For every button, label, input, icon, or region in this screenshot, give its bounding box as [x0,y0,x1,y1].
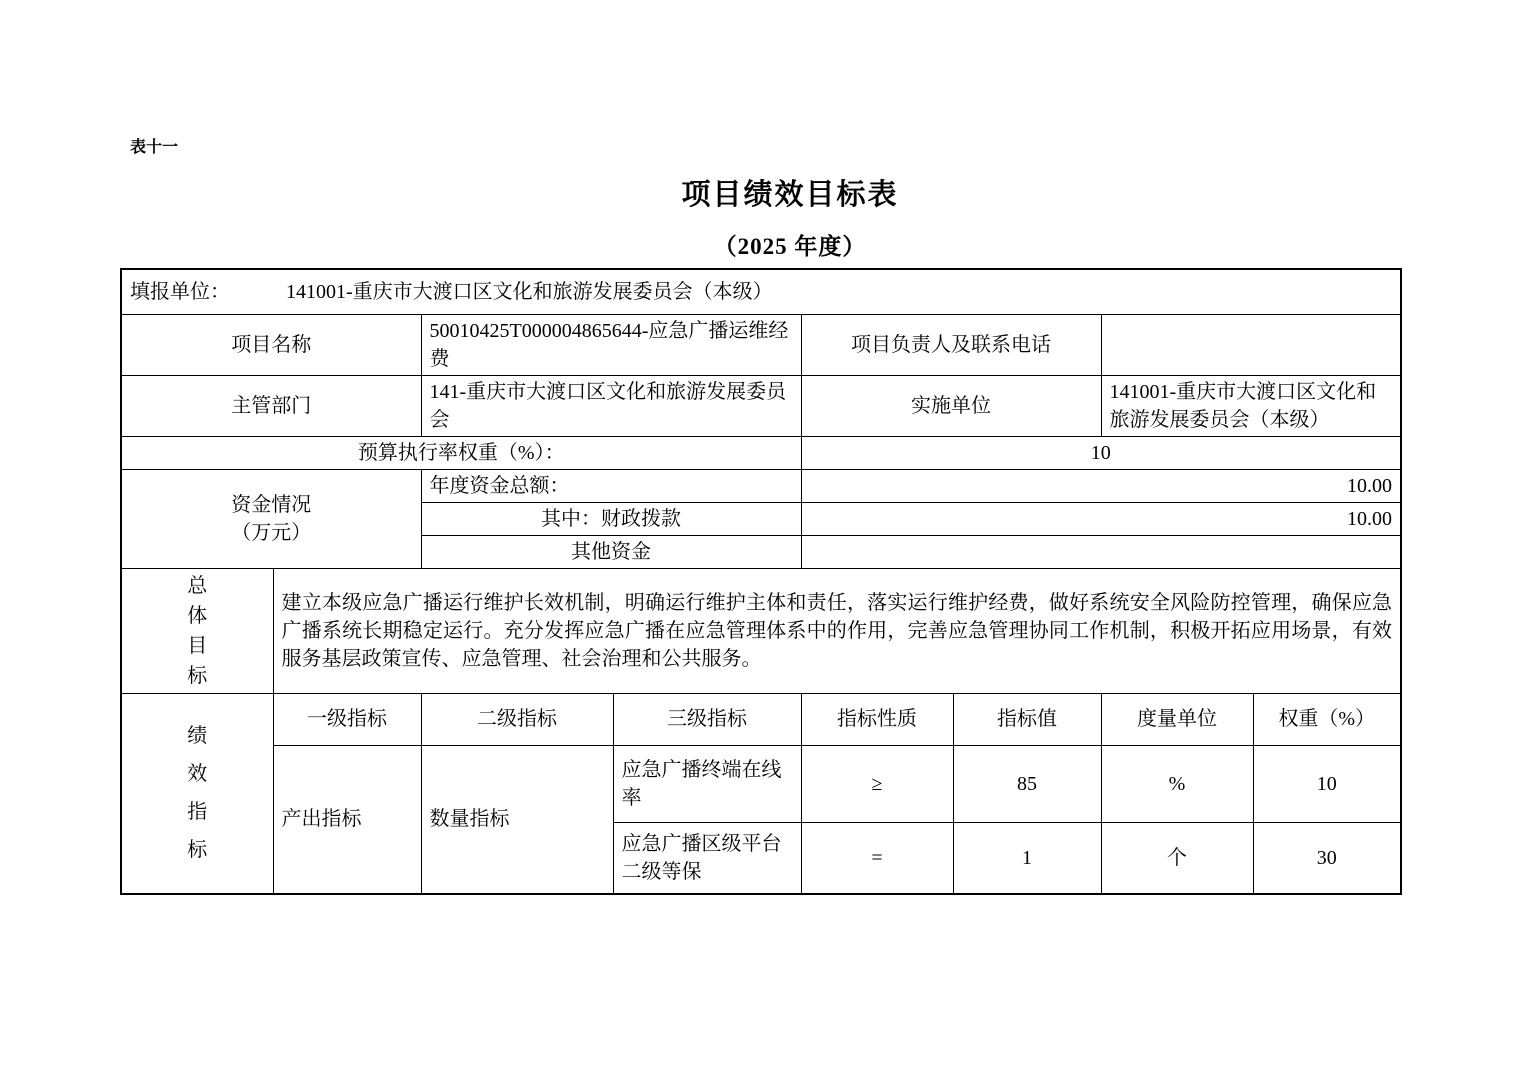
funding-total-value: 10.00 [801,469,1401,502]
budget-execution-weight-label: 预算执行率权重（%）： [121,436,801,469]
funding-other-label: 其他资金 [421,535,801,568]
header-value: 指标值 [953,693,1101,745]
indicator-unit: 个 [1101,822,1253,894]
reporting-unit-label: 填报单位： [130,280,230,303]
table-row [121,436,1401,469]
indicator-nature: = [801,822,953,894]
project-leader-label: 项目负责人及联系电话 [801,314,1101,375]
indicators-label-cell [121,693,273,894]
table-row [121,375,1401,436]
header-level3: 三级指标 [613,693,801,745]
indicator-weight: 10 [1253,745,1401,822]
indicator-nature: ≥ [801,745,953,822]
indicators-label: 绩效指标 [187,725,208,862]
funding-fiscal-label: 其中：财政拨款 [421,502,801,535]
funding-fiscal-value: 10.00 [801,502,1401,535]
table-row [121,693,1401,745]
page-subtitle-year: （2025 年度） [713,234,867,259]
indicator-level2: 数量指标 [421,745,613,894]
indicator-value: 85 [953,745,1101,822]
page-title: 项目绩效目标表 [681,179,899,211]
project-name-value: 50010425T000004865644-应急广播运维经费 [421,314,801,375]
header-level2: 二级指标 [421,693,613,745]
project-leader-value [1101,314,1401,375]
funding-label-line1: 资金情况 [231,493,312,516]
overall-goal-text: 建立本级应急广播运行维护长效机制，明确运行维护主体和责任，落实运行维护经费，做好系统安全风险防控管理，确保应急广播系统长期稳定运行。充分发挥应急广播在应急管理体系中的作用，完善应急管理协同工作机制，积极开拓应用场景，有效服务基层政策宣传、应急管理、社会治理和公共服务。 [273,568,1401,693]
department-label: 主管部门 [121,375,421,436]
table-row [121,314,1401,375]
funding-label-line2: （万元） [231,521,312,544]
indicator-level1: 产出指标 [273,745,421,894]
budget-execution-weight-value: 10 [801,436,1401,469]
reporting-unit-cell [121,269,1401,314]
indicator-value: 1 [953,822,1101,894]
header-unit: 度量单位 [1101,693,1253,745]
performance-target-table [120,268,1402,895]
reporting-unit-value: 141001-重庆市大渡口区文化和旅游发展委员会（本级） [286,280,773,303]
header-level1: 一级指标 [273,693,421,745]
overall-goal-label-cell [121,568,273,693]
funding-label [121,469,421,568]
implementing-unit-label: 实施单位 [801,375,1101,436]
department-value: 141-重庆市大渡口区文化和旅游发展委员会 [421,375,801,436]
indicator-unit: % [1101,745,1253,822]
project-name-label: 项目名称 [121,314,421,375]
header-nature: 指标性质 [801,693,953,745]
header-weight: 权重（%） [1253,693,1401,745]
overall-goal-label: 总体目标 [187,574,208,687]
indicator-weight: 30 [1253,822,1401,894]
funding-total-label: 年度资金总额： [421,469,801,502]
table-row [121,469,1401,502]
implementing-unit-value: 141001-重庆市大渡口区文化和旅游发展委员会（本级） [1101,375,1401,436]
table-row [121,269,1401,314]
funding-other-value [801,535,1401,568]
table-row [121,745,1401,822]
indicator-level3: 应急广播区级平台二级等保 [613,822,801,894]
table-row [121,568,1401,693]
indicator-level3: 应急广播终端在线率 [613,745,801,822]
doc-sheet-number: 表十一 [130,139,179,156]
